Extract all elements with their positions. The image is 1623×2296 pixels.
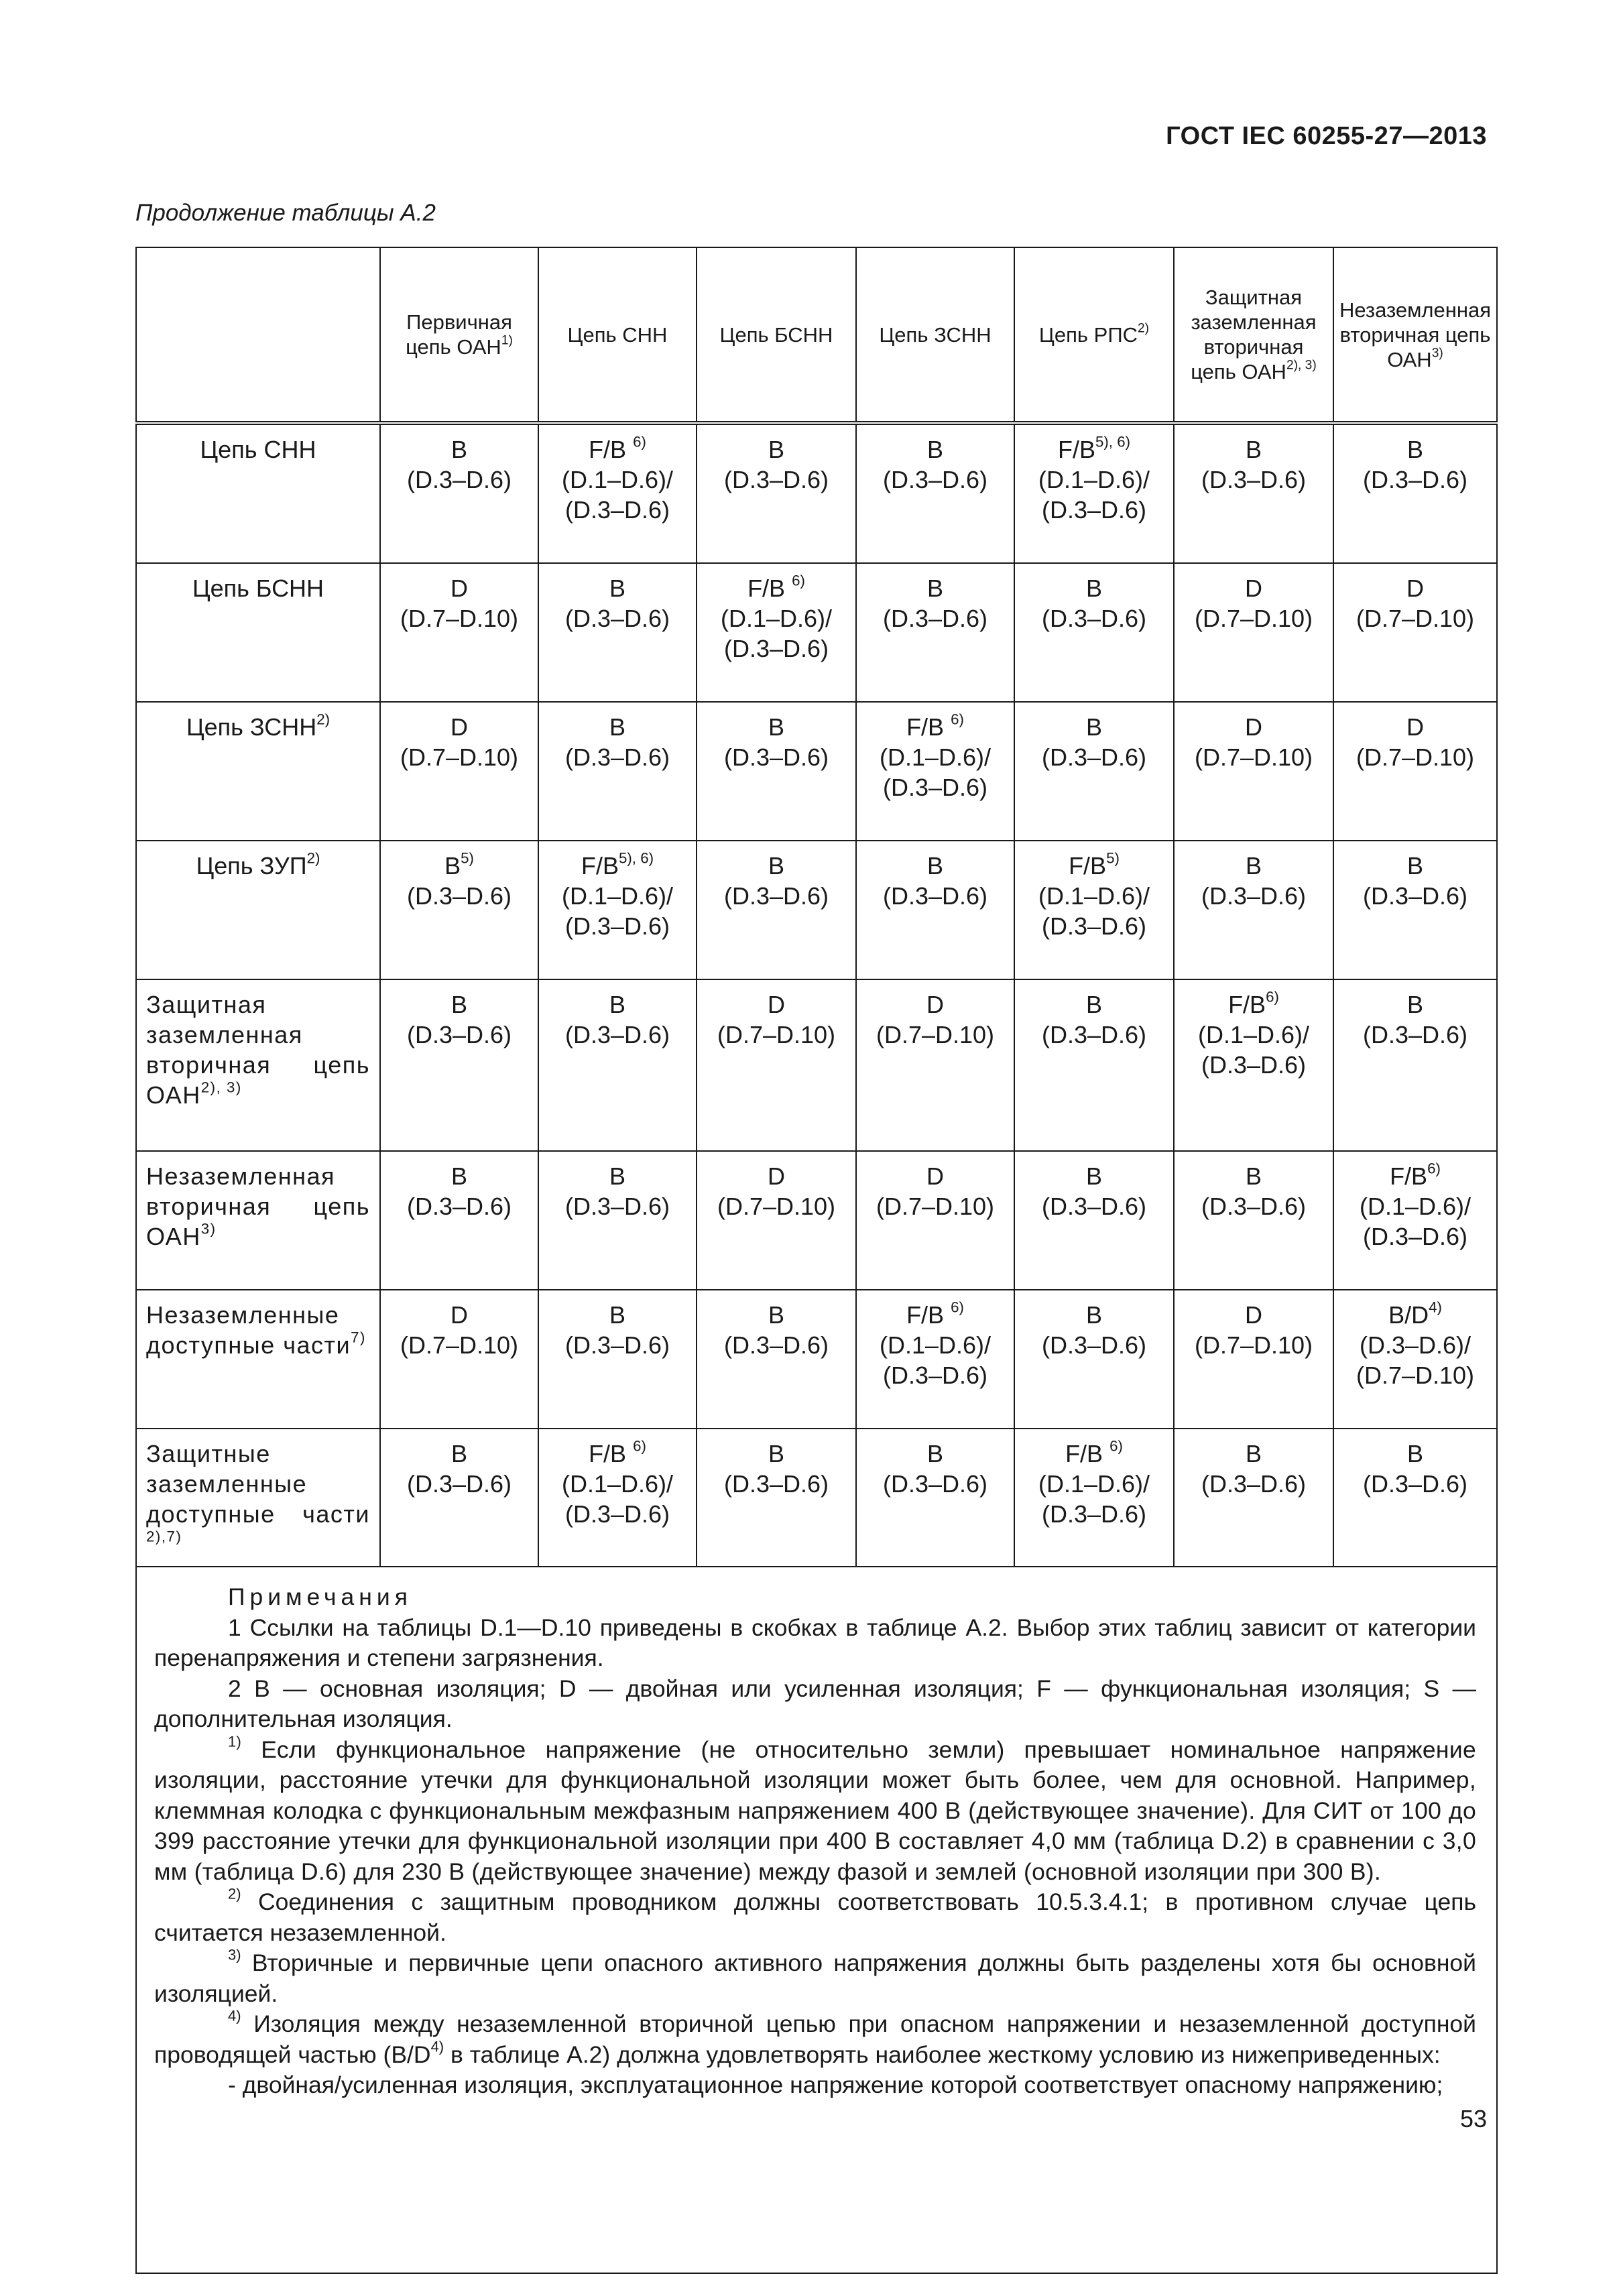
table-a2-continuation xyxy=(135,247,1496,2274)
column-header: Цепь РПС$^{2)}$ xyxy=(1014,247,1174,423)
table-cell: D (D.7–D.10) xyxy=(1174,1290,1333,1429)
footnote-4-item: - двойная/усиленная изоляция, эксплуатационное напряжение которой соответствует опасному напряжению; xyxy=(228,2071,1443,2098)
row-header: Цепь БСНН xyxy=(136,563,380,702)
table-cell: D (D.7–D.10) xyxy=(1333,702,1497,841)
footnote-2: $^{2)}$ Соединения с защитным проводником должны соответствовать 10.5.3.4.1; в противном случае цепь считается незаземленной. xyxy=(154,1885,1476,1946)
table-cell: B (D.3–D.6) xyxy=(1014,702,1174,841)
table-caption: Продолжение таблицы А.2 xyxy=(135,200,436,226)
table-cell: $F/B^{5)}$ (D.1–D.6)/ (D.3–D.6) xyxy=(1014,841,1174,979)
table-cell: D (D.7–D.10) xyxy=(1333,563,1497,702)
table-cell: B (D.3–D.6) xyxy=(697,1429,856,1567)
row-header: Незаземленные доступные части$^{7)}$ xyxy=(136,1290,380,1429)
footnote-1: $^{1)}$ Если функциональное напряжение (не относительно земли) превышает номинальное напряжение изоляции, расстояние утечки для функциональной изоляции может быть более, чем для основной. Например, клеммная колодка с функциональным межфазным напряжением 400 В (действующее значение). Для СИТ от 100 до 399 расстояние утечки для функциональной изоляции при 400 В составляет 4,0 мм (таблица D.2) в сравнении с 3,0 мм (таблица D.6) для 230 В (действующее значение) между фазой и землей (основной изоляции при 300 В). xyxy=(154,1733,1476,1885)
table-cell: $B/D^{4)}$ (D.3–D.6)/ (D.7–D.10) xyxy=(1333,1290,1497,1429)
table-cell: B (D.3–D.6) xyxy=(697,1290,856,1429)
table-row xyxy=(136,1290,1497,1429)
table-cell: D (D.7–D.10) xyxy=(380,563,538,702)
table-row xyxy=(136,423,1497,563)
column-header: Цепь БСНН xyxy=(697,247,856,423)
insulation-table xyxy=(135,247,1498,2274)
table-cell: F/B $^{6)}$ (D.1–D.6)/ (D.3–D.6) xyxy=(1014,1429,1174,1567)
table-cell: D (D.7–D.10) xyxy=(380,1290,538,1429)
table-cell: B (D.3–D.6) xyxy=(380,1151,538,1290)
table-row xyxy=(136,563,1497,702)
table-cell: $F/B^{6)}$ (D.1–D.6)/ (D.3–D.6) xyxy=(1333,1151,1497,1290)
table-cell: $B^{5)}$ (D.3–D.6) xyxy=(380,841,538,979)
column-header: Первичная цепь ОАН$^{1)}$ xyxy=(380,247,538,423)
table-cell: B (D.3–D.6) xyxy=(380,1429,538,1567)
table-cell: B (D.3–D.6) xyxy=(1333,841,1497,979)
table-cell: B (D.3–D.6) xyxy=(1014,979,1174,1151)
corner-cell xyxy=(136,247,380,423)
table-cell: F/B $^{6)}$ (D.1–D.6)/ (D.3–D.6) xyxy=(856,1290,1014,1429)
table-cell: D (D.7–D.10) xyxy=(856,1151,1014,1290)
table-cell: B (D.3–D.6) xyxy=(1014,563,1174,702)
table-cell: B (D.3–D.6) xyxy=(538,702,697,841)
table-cell: B (D.3–D.6) xyxy=(856,423,1014,563)
table-row xyxy=(136,702,1497,841)
row-header: Защитные заземленные доступные части $^{2),7)}$ xyxy=(136,1429,380,1567)
table-cell: $F/B^{5), 6)}$ (D.1–D.6)/ (D.3–D.6) xyxy=(538,841,697,979)
table-cell: B (D.3–D.6) xyxy=(1333,979,1497,1151)
table-row xyxy=(136,1429,1497,1567)
table-cell: B (D.3–D.6) xyxy=(856,563,1014,702)
table-cell: B (D.3–D.6) xyxy=(538,979,697,1151)
table-cell: D (D.7–D.10) xyxy=(697,979,856,1151)
table-cell: B (D.3–D.6) xyxy=(380,979,538,1151)
row-header: Цепь ЗСНН$^{2)}$ xyxy=(136,702,380,841)
table-cell: D (D.7–D.10) xyxy=(697,1151,856,1290)
notes-cell xyxy=(136,1567,1497,2273)
row-header: Незаземленная вторичная цепь ОАН$^{3)}$ xyxy=(136,1151,380,1290)
table-cell: B (D.3–D.6) xyxy=(1014,1290,1174,1429)
table-cell: F/B $^{6)}$ (D.1–D.6)/ (D.3–D.6) xyxy=(856,702,1014,841)
table-cell: F/B $^{6)}$ (D.1–D.6)/ (D.3–D.6) xyxy=(538,1429,697,1567)
page-number: 53 xyxy=(1459,2105,1487,2132)
table-cell: F/B $^{6)}$ (D.1–D.6)/ (D.3–D.6) xyxy=(697,563,856,702)
column-header: Цепь ЗСНН xyxy=(856,247,1014,423)
column-header: Цепь СНН xyxy=(538,247,697,423)
row-header: Защитная заземленная вторичная цепь $ОАН^{2), 3)}$ xyxy=(136,979,380,1151)
table-cell: B (D.3–D.6) xyxy=(1333,423,1497,563)
table-cell: B (D.3–D.6) xyxy=(380,423,538,563)
table-cell: D (D.7–D.10) xyxy=(856,979,1014,1151)
document-header: ГОСТ IEC 60255-27—2013 xyxy=(1166,122,1487,150)
column-header: Защитная заземленная вторичная цепь $ОАН^{2), 3)}$ xyxy=(1174,247,1333,423)
table-cell: B (D.3–D.6) xyxy=(1174,1151,1333,1290)
table-cell: B (D.3–D.6) xyxy=(856,841,1014,979)
table-cell: D (D.7–D.10) xyxy=(1174,563,1333,702)
note-2: 2 B — основная изоляция; D — двойная или усиленная изоляция; F — функциональная изоляция; S — дополнительная изоляция. xyxy=(154,1675,1476,1732)
table-cell: B (D.3–D.6) xyxy=(538,1151,697,1290)
table-row xyxy=(136,979,1497,1151)
row-header: Цепь ЗУП$^{2)}$ xyxy=(136,841,380,979)
table-cell: B (D.3–D.6) xyxy=(538,563,697,702)
footnote-4: $^{4)}$ Изоляция между незаземленной вторичной цепью при опасном напряжении и незаземленной доступной проводящей частью ($B/D^{4)}$ в таблице А.2) должна удовлетворять наиболее жесткому условию из нижеприведенных: xyxy=(154,2007,1476,2068)
table-cell: D (D.7–D.10) xyxy=(380,702,538,841)
table-header-row xyxy=(136,247,1497,423)
table-cell: B (D.3–D.6) xyxy=(1014,1151,1174,1290)
table-row xyxy=(136,841,1497,979)
table-cell: B (D.3–D.6) xyxy=(697,423,856,563)
table-cell: $F/B^{6)}$ (D.1–D.6)/ (D.3–D.6) xyxy=(1174,979,1333,1151)
table-cell: D (D.7–D.10) xyxy=(1174,702,1333,841)
note-1: 1 Ссылки на таблицы D.1—D.10 приведены в скобках в таблице А.2. Выбор этих таблиц зависит от категории перенапряжения и степени загрязнения. xyxy=(154,1614,1476,1671)
notes-title: Примечания xyxy=(228,1583,412,1610)
table-cell: B (D.3–D.6) xyxy=(1174,1429,1333,1567)
table-cell: B (D.3–D.6) xyxy=(697,702,856,841)
table-cell: B (D.3–D.6) xyxy=(697,841,856,979)
table-cell: F/B $^{6)}$ (D.1–D.6)/ (D.3–D.6) xyxy=(538,423,697,563)
table-cell: B (D.3–D.6) xyxy=(1174,841,1333,979)
table-cell: B (D.3–D.6) xyxy=(538,1290,697,1429)
table-row xyxy=(136,1151,1497,1290)
column-header: Незаземленная вторичная цепь ОАН$^{3)}$ xyxy=(1333,247,1497,423)
table-cell: $F/B^{5), 6)}$ (D.1–D.6)/ (D.3–D.6) xyxy=(1014,423,1174,563)
table-cell: B (D.3–D.6) xyxy=(1174,423,1333,563)
footnote-3: $^{3)}$ Вторичные и первичные цепи опасного активного напряжения должны быть разделены хотя бы основной изоляцией. xyxy=(154,1946,1476,2007)
row-header: Цепь СНН xyxy=(136,423,380,563)
table-cell: B (D.3–D.6) xyxy=(856,1429,1014,1567)
table-cell: B (D.3–D.6) xyxy=(1333,1429,1497,1567)
